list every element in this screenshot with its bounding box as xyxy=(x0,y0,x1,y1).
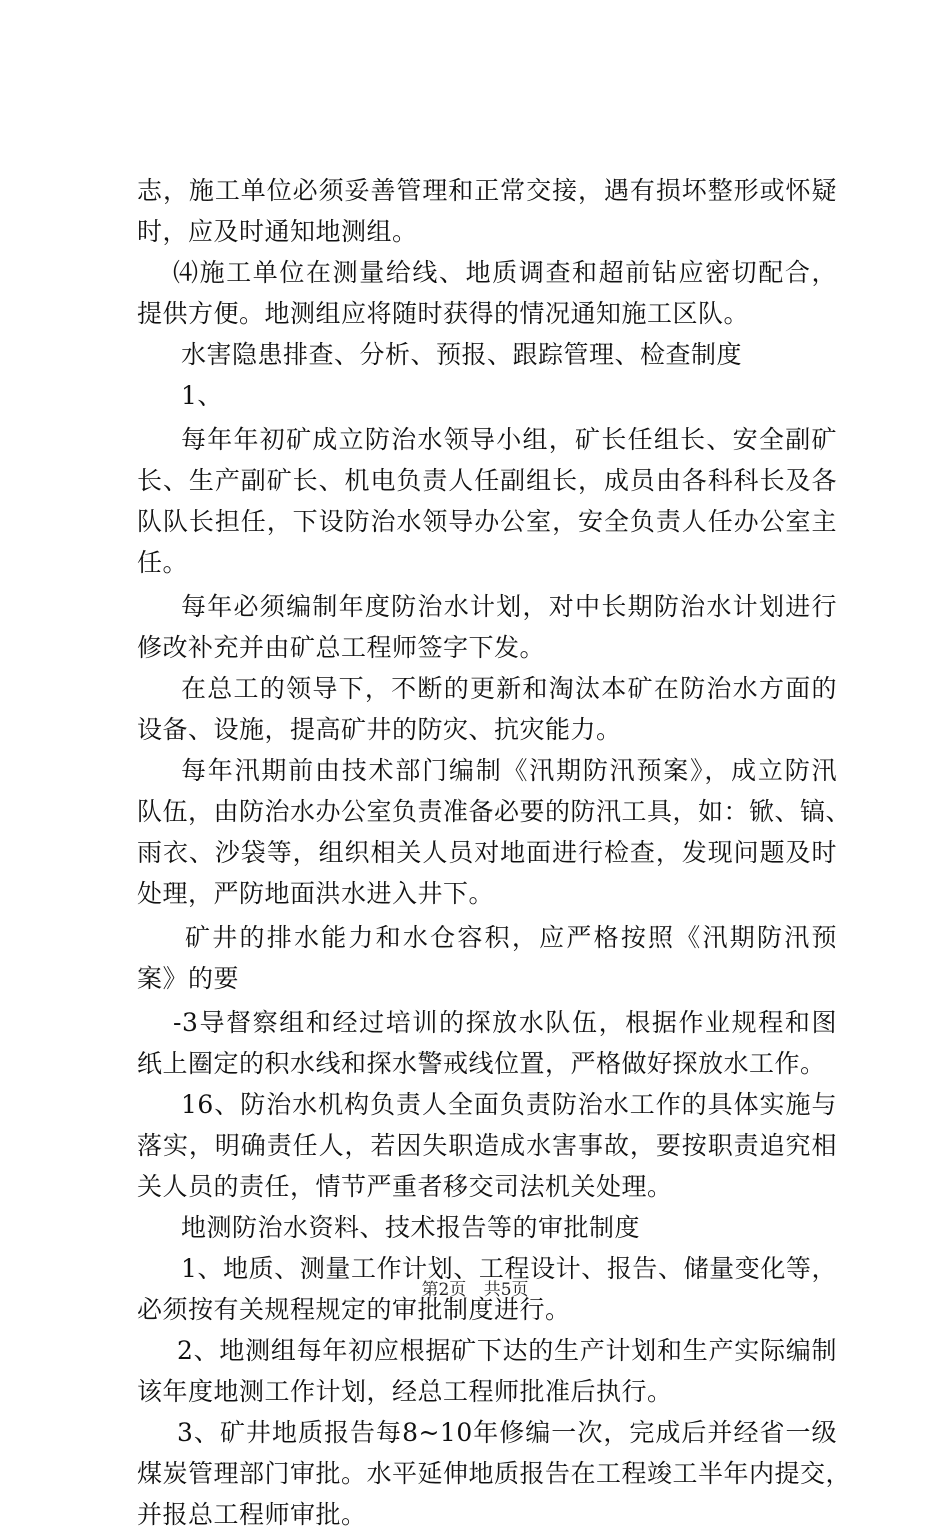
text-line: ⑷施工单位在测量给线、地质调查和超前钻应密切配合， xyxy=(173,258,837,287)
text-line: 雨衣、沙袋等，组织相关人员对地面进行检查，发现问题及时 xyxy=(137,838,837,867)
text-line: 每年汛期前由技术部门编制《汛期防汛预案》，成立防汛 xyxy=(181,756,837,785)
text-line: 修改补充并由矿总工程师签字下发。 xyxy=(137,633,546,662)
text-line: 16、防治水机构负责人全面负责防治水工作的具体实施与 xyxy=(181,1090,837,1119)
text-line: 每年年初矿成立防治水领导小组，矿长任组长、安全副矿 xyxy=(181,425,837,454)
text-line: 该年度地测工作计划，经总工程师批准后执行。 xyxy=(137,1377,673,1406)
text-line: 时，应及时通知地测组。 xyxy=(137,217,418,246)
text-line: 在总工的领导下，不断的更新和淘汰本矿在防治水方面的 xyxy=(181,674,837,703)
section-heading: 地测防治水资料、技术报告等的审批制度 xyxy=(181,1213,641,1242)
text-line: 纸上圈定的积水线和探水警戒线位置，严格做好探放水工作。 xyxy=(137,1049,826,1078)
text-line: 提供方便。地测组应将随时获得的情况通知施工区队。 xyxy=(137,299,750,328)
section-heading: 水害隐患排查、分析、预报、跟踪管理、检查制度 xyxy=(181,340,743,369)
text-line: 设备、设施，提高矿井的防灾、抗灾能力。 xyxy=(137,715,622,744)
text-line: -3导督察组和经过培训的探放水队伍，根据作业规程和图 xyxy=(173,1008,837,1037)
text-line: 3、矿井地质报告每8~10年修编一次，完成后并经省一级 xyxy=(177,1418,837,1447)
text-line: 落实，明确责任人，若因失职造成水害事故，要按职责追究相 xyxy=(137,1131,837,1160)
text-line: 处理，严防地面洪水进入井下。 xyxy=(137,879,495,908)
text-line: 志，施工单位必须妥善管理和正常交接，遇有损坏整形或怀疑 xyxy=(137,176,837,205)
text-line: 必须按有关规程规定的审批制度进行。 xyxy=(137,1295,571,1324)
document-body xyxy=(137,170,852,1535)
text-line: 煤炭管理部门审批。水平延伸地质报告在工程竣工半年内提交， xyxy=(137,1459,852,1488)
text-line: 任。 xyxy=(137,548,189,577)
text-line: 队伍，由防治水办公室负责准备必要的防汛工具，如：锨、镐、 xyxy=(137,797,852,826)
text-line: 案》的要 xyxy=(137,964,240,993)
text-line: 并报总工程师审批。 xyxy=(137,1500,367,1529)
page-number: 第2页 xyxy=(421,1280,467,1300)
text-line: 每年必须编制年度防治水计划，对中长期防治水计划进行 xyxy=(181,592,837,621)
page-total: 共5页 xyxy=(483,1280,529,1300)
text-line: 队队长担任，下设防治水领导办公室，安全负责人任办公室主 xyxy=(137,507,837,536)
text-line: 1、地质、测量工作计划、工程设计、报告、储量变化等， xyxy=(181,1254,837,1283)
text-line: 矿井的排水能力和水仓容积，应严格按照《汛期防汛预 xyxy=(185,923,837,952)
page-footer xyxy=(0,1275,950,1300)
text-line: 1、 xyxy=(181,381,223,410)
text-line: 长、生产副矿长、机电负责人任副组长，成员由各科科长及各 xyxy=(137,466,837,495)
text-line: 关人员的责任，情节严重者移交司法机关处理。 xyxy=(137,1172,673,1201)
text-line: 2、地测组每年初应根据矿下达的生产计划和生产实际编制 xyxy=(177,1336,837,1365)
